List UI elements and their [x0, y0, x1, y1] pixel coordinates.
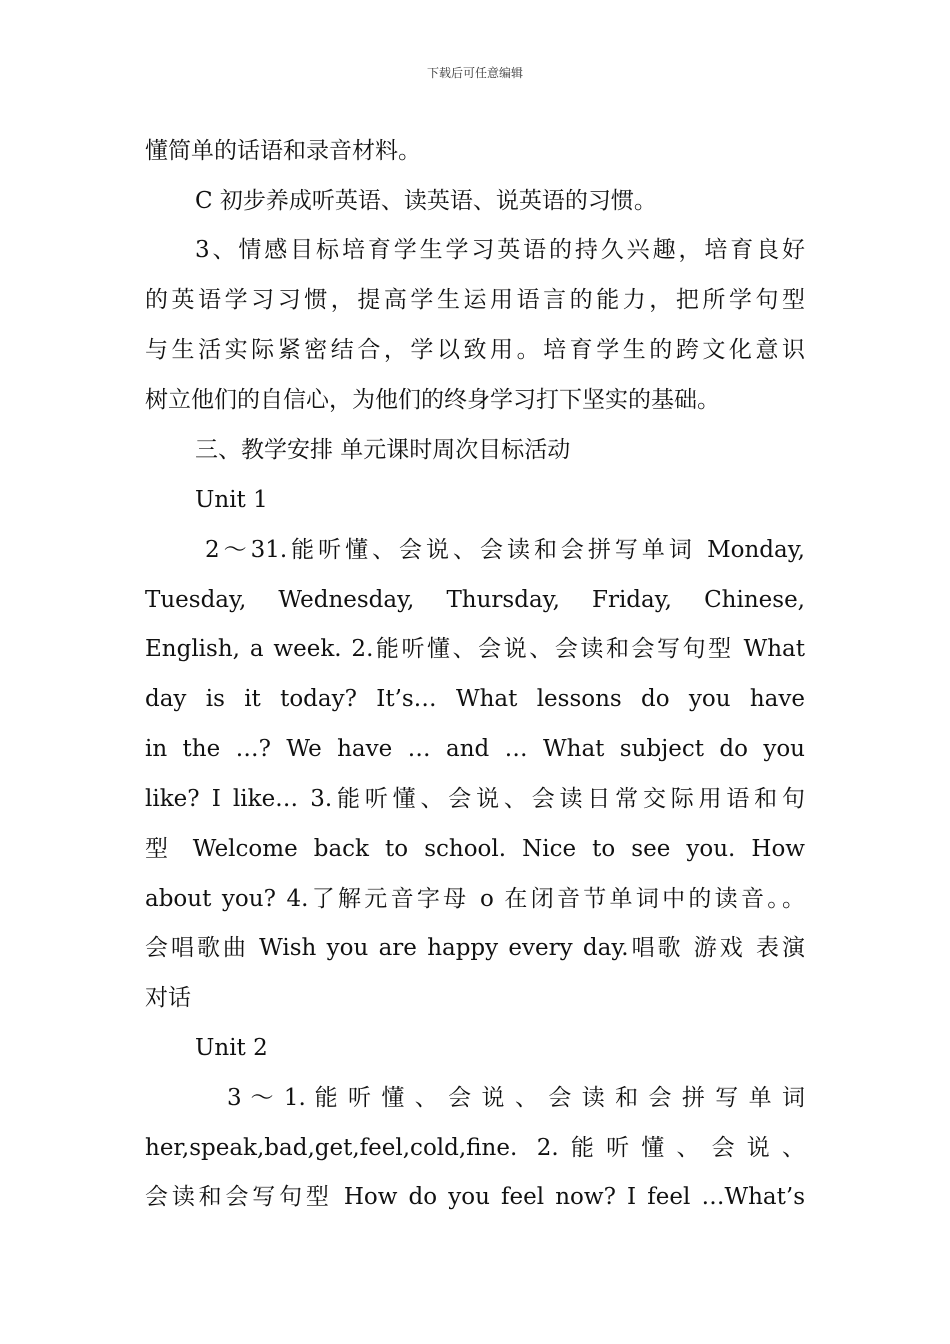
text-line: day is it today? It’s… What lessons do you have: [145, 686, 805, 712]
text-line: 树立他们的自信心，为他们的终身学习打下坚实的基础。: [145, 387, 720, 413]
text-line: 会读和会写句型 How do you feel now? I feel …What’s: [145, 1184, 805, 1210]
text-line: 型 Welcome back to school. Nice to see you. How: [145, 836, 805, 862]
text-line: 3、情感目标培育学生学习英语的持久兴趣，培育良好: [195, 237, 805, 263]
text-line: 与生活实际紧密结合，学以致用。培育学生的跨文化意识: [145, 337, 805, 363]
text-line: 2～31.能听懂、会说、会读和会拼写单词 Monday,: [205, 537, 805, 563]
text-line: 3 ～ 1. 能 听 懂 、 会 说 、 会 读 和 会 拼 写 单 词: [227, 1085, 805, 1111]
text-line: C 初步养成听英语、读英语、说英语的习惯。: [195, 188, 657, 214]
text-line: English, a week. 2.能听懂、会说、会读和会写句型 What: [145, 636, 805, 662]
unit-heading: Unit 2: [195, 1035, 268, 1061]
text-line: her,speak,bad,get,feel,cold,fine. 2.能听懂、会说、: [145, 1135, 805, 1161]
text-line: 懂简单的话语和录音材料。: [145, 138, 421, 164]
text-line: 的英语学习习惯，提高学生运用语言的能力，把所学句型: [145, 287, 805, 313]
text-line: in the …? We have … and … What subject do you: [145, 736, 805, 762]
text-line: 会唱歌曲 Wish you are happy every day.唱歌 游戏 表演: [145, 935, 805, 961]
text-line: 对话: [145, 985, 191, 1011]
text-line: Tuesday, Wednesday, Thursday, Friday, Chinese,: [145, 587, 805, 613]
section-heading: 三、教学安排 单元课时周次目标活动: [195, 437, 571, 463]
unit-heading: Unit 1: [195, 487, 268, 513]
text-line: like? I like… 3.能听懂、会说、会读日常交际用语和句: [145, 786, 805, 812]
header-note: 下载后可任意编辑: [426, 66, 523, 80]
text-line: about you? 4.了解元音字母 o 在闭音节单词中的读音。。: [145, 886, 805, 912]
